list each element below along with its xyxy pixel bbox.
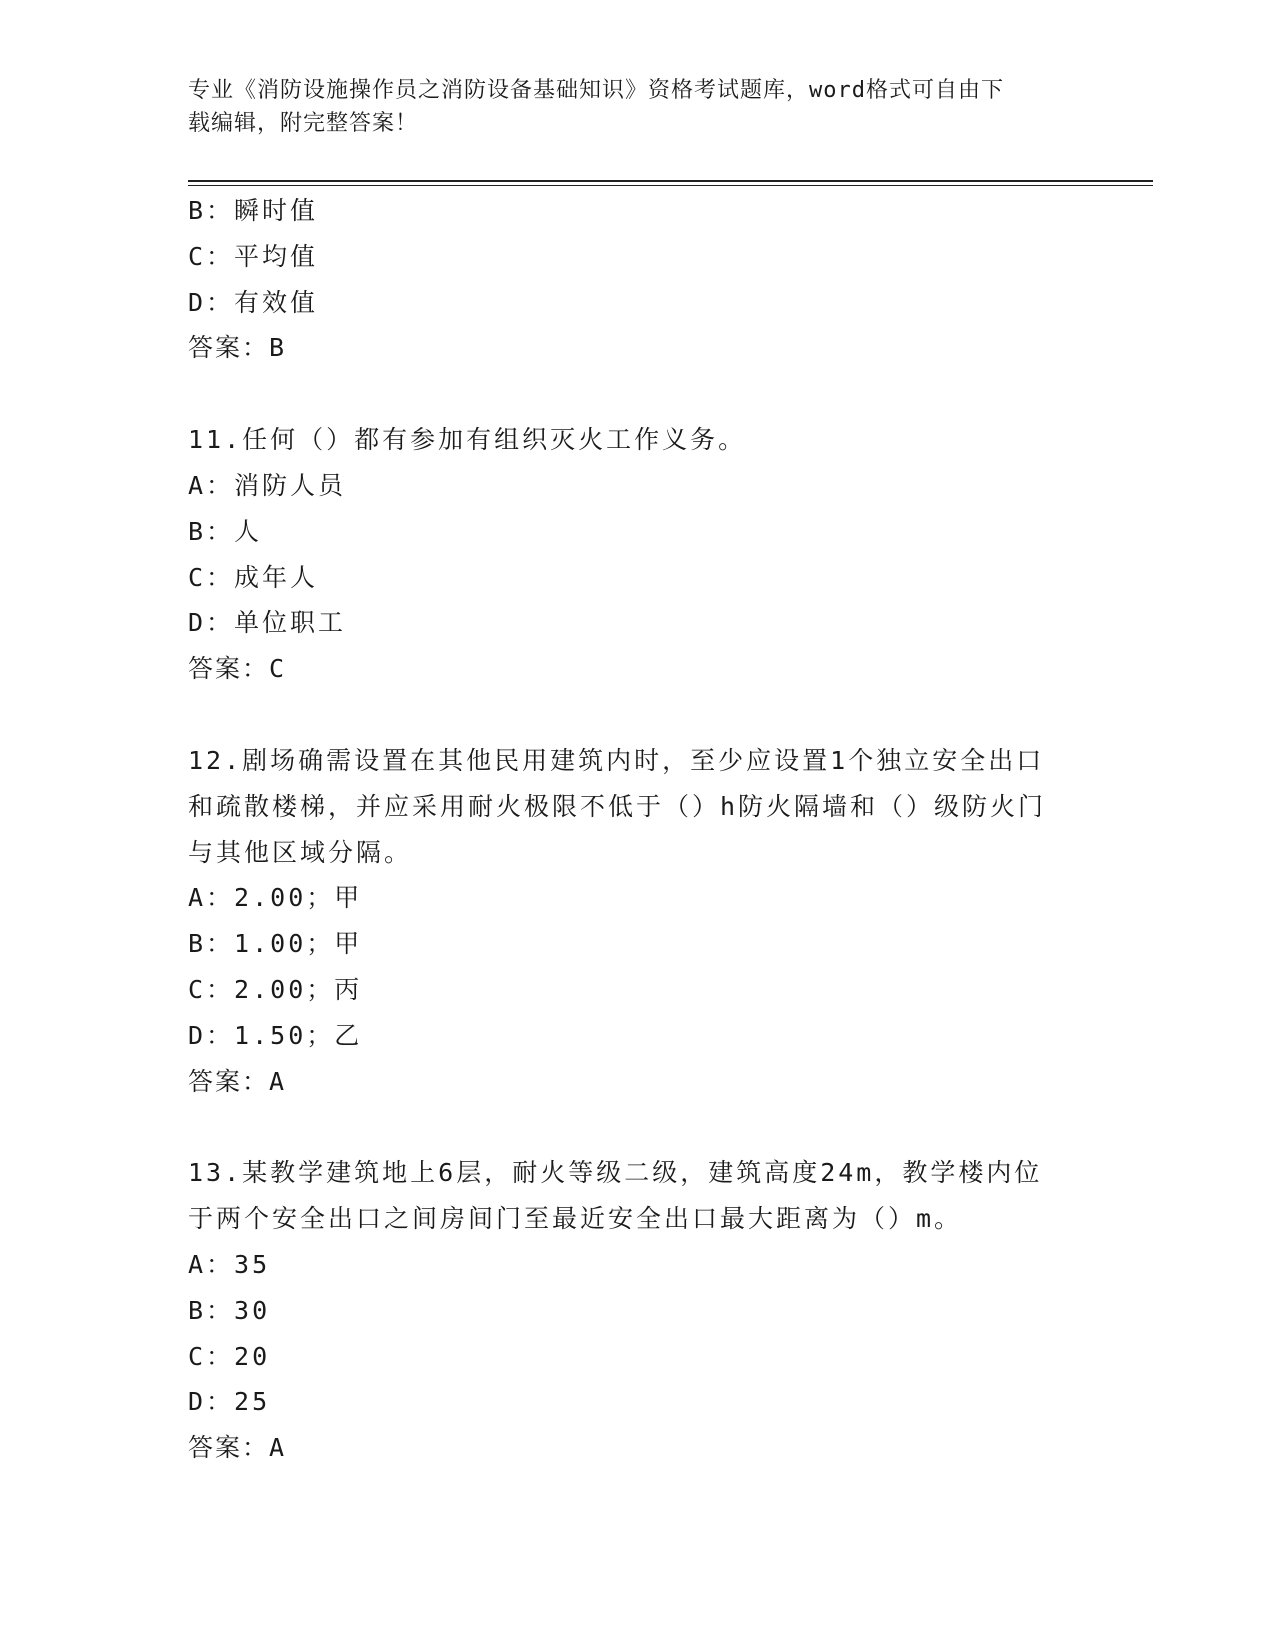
- document-header: [188, 74, 1088, 140]
- question-stem-line-2: 于两个安全出口之间房间门至最近安全出口最大距离为（）m。: [188, 1204, 963, 1234]
- option-a: A：35: [188, 1249, 271, 1279]
- option-a: A：2.00；甲: [188, 883, 363, 913]
- option-b: B：30: [188, 1295, 271, 1325]
- question-stem-line-3: 与其他区域分隔。: [188, 837, 413, 867]
- header-line-2: 载编辑，附完整答案！: [188, 111, 419, 136]
- question-11: [188, 417, 1088, 692]
- option-d: D：单位职工: [188, 608, 347, 638]
- answer-line: 答案：C: [188, 654, 287, 684]
- answer-line: 答案：B: [188, 333, 287, 363]
- option-d: D：1.50；乙: [188, 1020, 363, 1050]
- question-stem-line-2: 和疏散楼梯，并应采用耐火极限不低于（）h防火隔墙和（）级防火门: [188, 791, 1047, 821]
- option-b: B：瞬时值: [188, 196, 319, 225]
- option-c: C：平均值: [188, 241, 319, 271]
- option-b: B：1.00；甲: [188, 929, 363, 959]
- question-stem: 11.任何（）都有参加有组织灭火工作义务。: [188, 425, 747, 455]
- question-13: [188, 1150, 1088, 1471]
- question-stem-line-1: 12.剧场确需设置在其他民用建筑内时，至少应设置1个独立安全出口: [188, 745, 1045, 775]
- option-c: C：20: [188, 1341, 271, 1371]
- option-d: D：有效值: [188, 287, 319, 317]
- option-b: B：人: [188, 516, 263, 546]
- spacer: [188, 1104, 1088, 1150]
- header-divider: [188, 180, 1153, 186]
- question-12: [188, 738, 1088, 1104]
- option-c: C：成年人: [188, 562, 319, 592]
- question-stem-line-1: 13.某教学建筑地上6层，耐火等级二级，建筑高度24m，教学楼内位: [188, 1158, 1043, 1188]
- header-line-1: 专业《消防设施操作员之消防设备基础知识》资格考试题库，word格式可自由下: [188, 78, 1004, 103]
- question-list: [188, 188, 1088, 1471]
- answer-line: 答案：A: [188, 1066, 287, 1096]
- option-d: D：25: [188, 1387, 271, 1417]
- answer-line: 答案：A: [188, 1433, 287, 1463]
- question-10: [188, 188, 1088, 371]
- spacer: [188, 692, 1088, 738]
- option-c: C：2.00；丙: [188, 974, 363, 1004]
- spacer: [188, 371, 1088, 417]
- option-a: A：消防人员: [188, 470, 347, 500]
